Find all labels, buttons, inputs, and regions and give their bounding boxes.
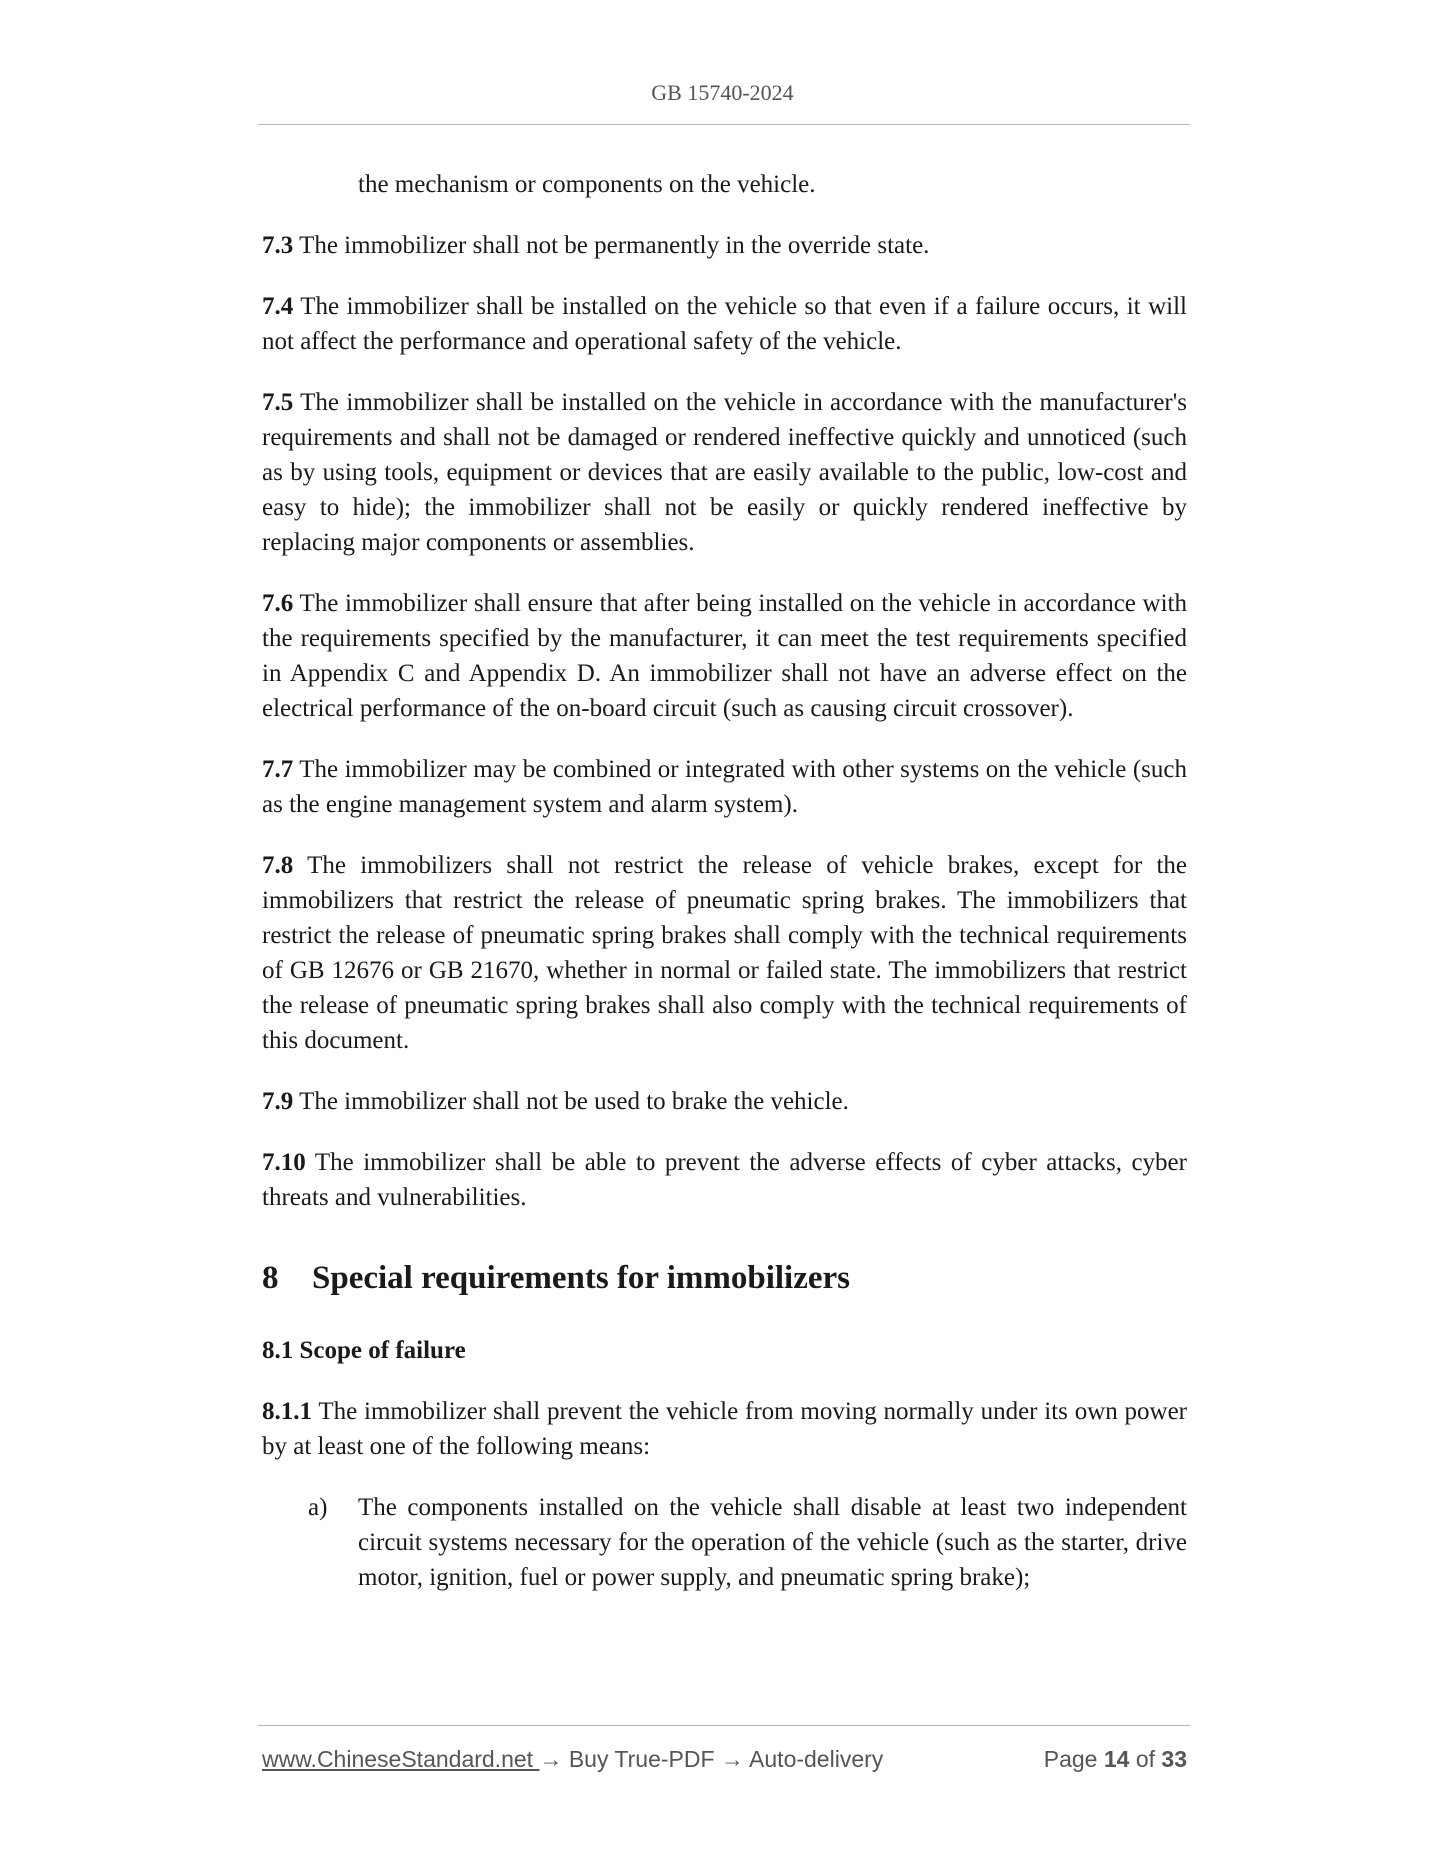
page-number: 14 [1103, 1746, 1130, 1772]
clause-text: The immobilizer shall ensure that after being installed on the vehicle in accordance with the requirements specified by the manufacturer, it can meet the test requirements specified in Appendix C and Appendix D. An immobilizer shall not have an adverse effect on the electrical performance of the on-board circuit (such as causing circuit crossover). [262, 590, 1187, 722]
clause-text: The immobilizer shall be installed on the vehicle so that even if a failure occurs, it will not affect the performance and operational safety of the vehicle. [262, 293, 1187, 355]
page-footer [262, 1746, 1187, 1773]
continuation-text: the mechanism or components on the vehicle. [358, 171, 816, 198]
subsection-heading: 8.1 Scope of failure [262, 1337, 466, 1364]
clause-text: The immobilizer shall be installed on the vehicle in accordance with the manufacturer's requirements and shall not be damaged or rendered ineffective quickly and unnoticed (such as by using tools, equipment or devices that are easily available to the public, low-cost and easy to hide); the immobilizer shall not be easily or quickly rendered ineffective by replacing major components or assemblies. [262, 389, 1187, 556]
clause-text: The immobilizer shall prevent the vehicle from moving normally under its own power by at least one of the following means: [262, 1398, 1187, 1460]
auto-delivery-text: Auto-delivery [743, 1746, 884, 1772]
clause-7-5 [262, 385, 1187, 560]
clause-number: 7.3 [262, 232, 294, 259]
document-header-id: GB 15740-2024 [651, 80, 794, 105]
clause-number: 7.7 [262, 756, 294, 783]
of-label: of [1135, 1746, 1156, 1772]
header-divider [258, 124, 1190, 125]
clause-7-9 [262, 1084, 1187, 1119]
clause-7-6 [262, 586, 1187, 726]
clause-number: 7.10 [262, 1149, 306, 1176]
website-link[interactable]: www.ChineseStandard.net [262, 1746, 540, 1772]
clause-7-7 [262, 752, 1187, 822]
clause-text: The immobilizers shall not restrict the release of vehicle brakes, except for the immobilizers that restrict the release of pneumatic spring brakes. The immobilizers that restrict the release of pneumatic spring brakes shall comply with the technical requirements of GB 12676 or GB 21670, whether in normal or failed state. The immobilizers that restrict the release of pneumatic spring brakes shall also comply with the technical requirements of this document. [262, 852, 1187, 1054]
page-label: Page [1043, 1746, 1098, 1772]
clause-7-10 [262, 1145, 1187, 1215]
clause-text: The immobilizer shall be able to prevent the adverse effects of cyber attacks, cyber threats and vulnerabilities. [262, 1149, 1187, 1211]
clause-7-4 [262, 289, 1187, 359]
clause-number: 7.5 [262, 389, 294, 416]
buy-pdf-text: Buy True-PDF [562, 1746, 721, 1772]
clause-number: 7.6 [262, 590, 294, 617]
clause-number: 7.9 [262, 1088, 294, 1115]
list-item-text: The components installed on the vehicle shall disable at least two independent circuit systems necessary for the operation of the vehicle (such as the starter, drive motor, ignition, fuel or power supply, and pneumatic spring brake); [358, 1494, 1187, 1591]
section-heading [262, 1257, 1187, 1299]
arrow-right-icon: → [539, 1746, 563, 1772]
section-title: Special requirements for immobilizers [312, 1260, 851, 1296]
clause-text: The immobilizer shall not be permanently in the override state. [299, 232, 930, 259]
page-indicator [1044, 1746, 1187, 1773]
list-marker: a) [308, 1494, 328, 1521]
clause-number: 7.4 [262, 293, 294, 320]
clause-number: 8.1.1 [262, 1398, 312, 1425]
clause-7-8 [262, 848, 1187, 1058]
arrow-right-icon: → [720, 1746, 744, 1772]
clause-text: The immobilizer may be combined or integrated with other systems on the vehicle (such as the engine management system and alarm system). [262, 756, 1187, 818]
clause-number: 7.8 [262, 852, 294, 879]
list-item [262, 1490, 1187, 1595]
clause-7-3 [262, 228, 1187, 263]
clause-text: The immobilizer shall not be used to brake the vehicle. [299, 1088, 849, 1115]
section-number: 8 [262, 1260, 279, 1296]
footer-divider [258, 1725, 1190, 1726]
clause-8-1-1 [262, 1394, 1187, 1464]
page-content [262, 167, 1187, 1595]
page-total: 33 [1161, 1746, 1187, 1772]
